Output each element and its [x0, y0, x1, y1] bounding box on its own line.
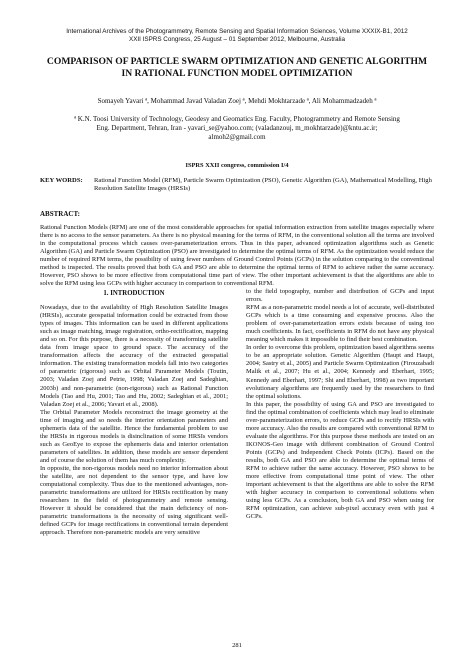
affiliation-line-1: ª K.N. Toosi University of Technology, Geodesy and Geomatics Eng. Faculty, Photogrammetry and Remote Sensing: [74, 115, 400, 123]
affiliation: [40, 115, 434, 142]
paragraph: The Orbital Parameter Models reconstruct the image geometry at the time of imaging and so needs the interior orientation parameters and ephemeris data of the satellite. Hence the fundamental problem to use the HRSIs in rigorous models is disinclination of some HRSIs vendors such as GeoEye to expose the ephemeris data and interior orientation parameters of satellites. In addition, these models are sensor dependent and of course the solution of them has much complexity.: [40, 408, 228, 464]
paragraph: RFM as a non-parametric model needs a lot of accurate, well-distributed GCPs which is a time consuming and expensive process. Also the problem of over-parameterization errors exists because of using too much coefficients. In fact, coefficients in RFM do not have any physical meaning which makes it impossible to find their best combination.: [246, 304, 434, 344]
keywords-label: KEY WORDS:: [40, 177, 83, 184]
affiliation-line-3: almoh2@gmail.com: [208, 133, 266, 141]
abstract-heading: ABSTRACT:: [40, 210, 80, 218]
affiliation-line-2: Eng. Department, Tehran, Iran - yavari_se@yahoo.com; (valadanzouj, m_mokhtarzade)@kntu.ac.ir;: [96, 124, 378, 132]
header-line-1: International Archives of the Photogrammetry, Remote Sensing and Spatial Information Sciences, Volume XXXIX-B1, 2012: [66, 28, 408, 35]
title-line-2: IN RATIONAL FUNCTION MODEL OPTIMIZATION: [121, 68, 353, 79]
running-header: [40, 28, 434, 44]
keywords-text: Rational Function Model (RFM), Particle Swarm Optimization (PSO), Genetic Algorithm (GA), Mathematical Modelling, High Resolution Satellite Images (HRSIs): [94, 177, 432, 193]
paragraph: Nowadays, due to the availability of High Resolution Satellite Images (HRSIs), accurate geospatial information could be extracted from those types of images. This information can be used in different applications such as image matching, image registration, ortho-rectification, mapping and so on. For this purpose, there is a necessity of transforming satellite data from image space to ground space. The accuracy of the transformation affects the accuracy of the extracted geospatial information. The existing transformation models fall into two categories of parametric (rigorous) such as Orbital Parameter Models (Toutin, 2003; Valadan Zoej and Petrie, 1998; Valadan Zoej and Sadeghian, 2003b) and non-parametric (non-rigorous) such as Rational Function Models (Tao and Hu, 2001; Tao and Hu, 2002; Sadeghian et al., 2001; Valadan Zoej et al., 2006; Yavari et al., 2008).: [40, 304, 228, 408]
paragraph: In opposite, the non-rigorous models need no interior information about the satellite, are not dependent to the sensor type, and have low computational complexity. Thus due to the mentioned advantages, non-parametric transformations are utilized for HRSIs rectification by many researchers in the field of photogrammetry and remote sensing. However it should be considered that the main deficiency of non-parametric transformations is the necessity of using significant well-defined GCPs for image rectifications in conventional terrain dependent approach. Therefore non-parametric models are very sensitive: [40, 464, 228, 537]
title-line-1: COMPARISON OF PARTICLE SWARM OPTIMIZATION AND GENETIC ALGORITHM: [46, 56, 428, 67]
congress-commission: ISPRS XXII congress, commission I/4: [185, 162, 289, 169]
keywords-block: [40, 177, 434, 193]
section-heading-introduction: 1. INTRODUCTION: [103, 290, 165, 297]
paragraph: In order to overcome this problem, optimization based algorithms seems to be an appropriate solution. Genetic Algorithm (Haupt and Haupt, 2004; Sastry et al., 2005) and Particle Swarm Optimization (Firouzabadi Malik et al., 2007; Hu et al., 2004; Kennedy and Eberhart, 1995; Kennedy and Eberhart, 1997; Shi and Eberhart, 1998) as two important evolutionary algorithms are frequently used by the researchers to find the optimal solutions.: [246, 344, 434, 400]
abstract-text: Rational Function Models (RFM) are one of the most considerable approaches for spatial information extraction from satellite images especially where there is no access to the sensor parameters. As there is no physical meaning for the terms of RFM, in the conventional solution all the terms are involved in the computational process which causes over-parameterization errors. Thus in this paper, advanced optimization algorithms such as Genetic Algorithm (GA) and Particle Swarm Optimization (PSO) are investigated to determine the optimal terms of RFM. As the optimization would reduce the number of required RFM terms, the possibility of using fewer numbers of Ground Control Points (GCPs) in the solution comparing to the conventional method is inspected. The results proved that both GA and PSO are able to determine the optimal terms of RFM to achieve rather the same accuracy. However, PSO shows to be more effective from computational time part of view. The other important achievement is that the algorithms are able to solve the RFM using less GCPs with higher accuracy in comparison to conventional RFM.: [40, 224, 434, 288]
header-line-2: XXII ISPRS Congress, 25 August – 01 September 2012, Melbourne, Australia: [129, 36, 345, 43]
paragraph: In this paper, the possibility of using GA and PSO are investigated to find the optimal combination of coefficients which may lead to eliminate over-parameterization errors, to reduce GCPs and to rectify HRSIs with more accuracy. Also the results are compared with conventional RFM to evaluate the algorithms. For this purpose these methods are tested on an IKONOS-Geo image with different combination of Ground Control Points (GCPs) and Independent Check Points (ICPs). Based on the results, both GA and PSO are able to determine the optimal terms of RFM to achieve rather the same accuracy. However, PSO shows to be more effective from computational time point of view. The other important achievement is that the algorithms are able to solve the RFM with higher accuracy in comparison to conventional solutions when using less GCPs. As a conclusion, both GA and PSO when using for RFM optimization, can achieve sub-pixel accuracy even with just 4 GCPs.: [246, 400, 434, 521]
author-list: Somayeh Yavari ª, Mohammad Javad Valadan Zoej ª, Mehdi Mokhtarzade ª, Ali Mohammadzadeh ª: [97, 97, 377, 105]
page-number: 281: [232, 642, 242, 649]
paper-title: [40, 56, 434, 80]
left-column: [40, 290, 228, 537]
paragraph: to the field topography, number and distribution of GCPs and input errors.: [246, 288, 434, 304]
right-column: [246, 288, 434, 521]
